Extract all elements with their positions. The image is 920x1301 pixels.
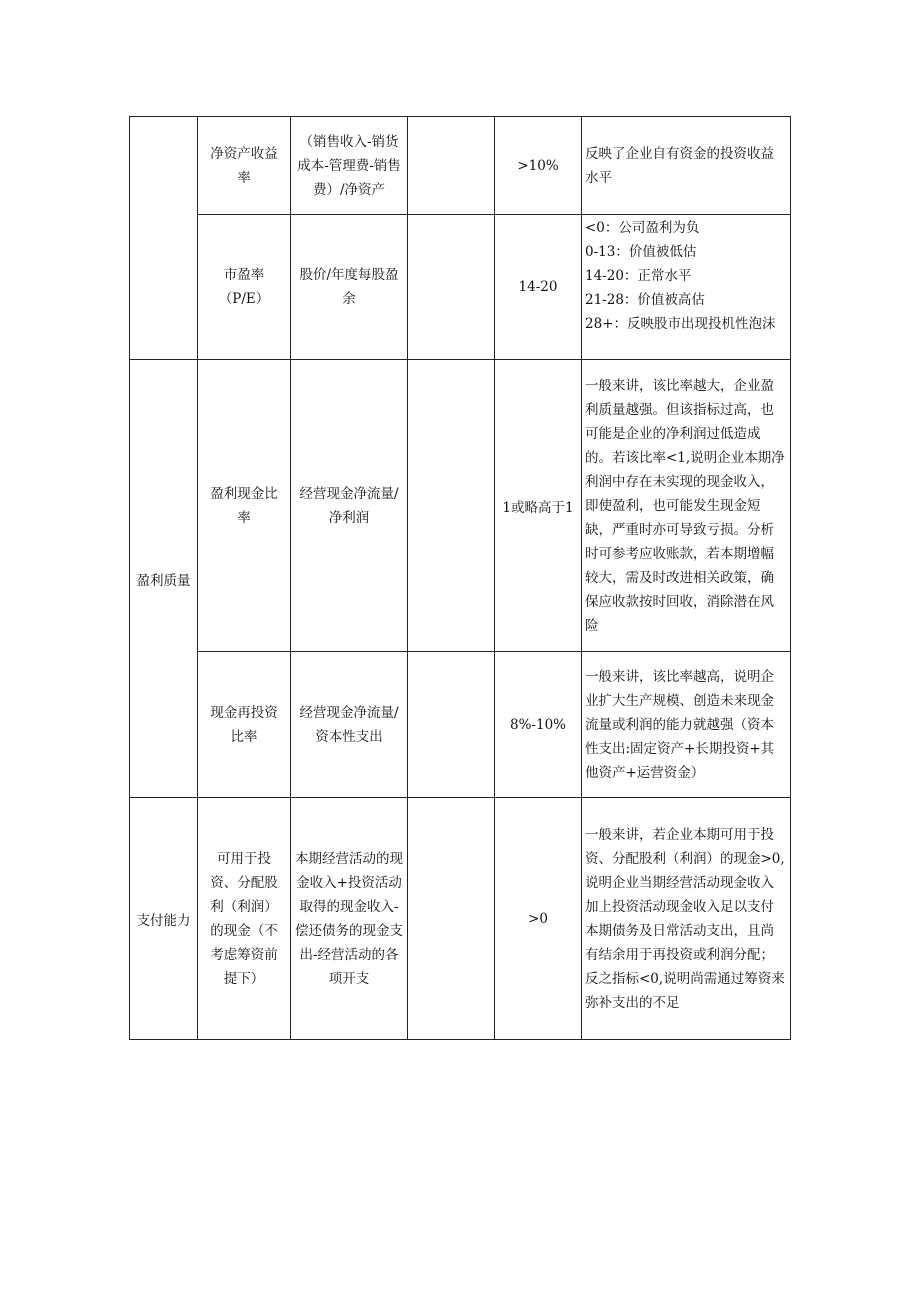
description-line: 14-20：正常水平 xyxy=(585,268,692,284)
indicator-cell: 市盈率（P/E） xyxy=(198,215,291,360)
formula-cell: 经营现金净流量/净利润 xyxy=(291,360,408,652)
indicator-cell: 盈利现金比率 xyxy=(198,360,291,652)
standard-cell: >0 xyxy=(495,798,582,1040)
description-cell xyxy=(582,215,791,360)
standard-cell: >10% xyxy=(495,117,582,215)
indicator-cell: 净资产收益率 xyxy=(198,117,291,215)
blank-cell xyxy=(408,798,495,1040)
formula-cell: （销售收入-销货成本-管理费-销售费）/净资产 xyxy=(291,117,408,215)
formula-cell: 股价/年度每股盈余 xyxy=(291,215,408,360)
table-row xyxy=(130,798,791,1040)
blank-cell xyxy=(408,360,495,652)
indicator-cell: 可用于投资、分配股利（利润）的现金（不考虑筹资前提下） xyxy=(198,798,291,1040)
description-line: <0：公司盈利为负 xyxy=(585,220,700,236)
category-cell: 盈利质量 xyxy=(130,360,198,798)
standard-cell: 14-20 xyxy=(495,215,582,360)
description-cell: 反映了企业自有资金的投资收益水平 xyxy=(582,117,791,215)
formula-cell: 本期经营活动的现金收入+投资活动取得的现金收入-偿还债务的现金支出-经营活动的各项开支 xyxy=(291,798,408,1040)
blank-cell xyxy=(408,117,495,215)
financial-indicators-table xyxy=(129,116,791,1040)
category-cell: 支付能力 xyxy=(130,798,198,1040)
blank-cell xyxy=(408,215,495,360)
category-cell-empty xyxy=(130,117,198,360)
description-cell: 一般来讲，该比率越高，说明企业扩大生产规模、创造未来现金流量或利润的能力就越强（资本性支出:固定资产+长期投资+其他资产+运营资金） xyxy=(582,652,791,798)
indicator-cell: 现金再投资比率 xyxy=(198,652,291,798)
description-line: 0-13：价值被低估 xyxy=(585,244,697,260)
table-row xyxy=(130,117,791,215)
standard-cell: 8%-10% xyxy=(495,652,582,798)
table-row xyxy=(130,215,791,360)
description-line: 28+：反映股市出现投机性泡沫 xyxy=(585,316,776,332)
description-cell: 一般来讲，该比率越大，企业盈利质量越强。但该指标过高，也可能是企业的净利润过低造成的。若该比率<1,说明企业本期净利润中存在未实现的现金收入，即使盈利，也可能发生现金短缺，严重时亦可导致亏损。分析时可参考应收账款，若本期增幅较大，需及时改进相关政策，确保应收款按时回收，消除潜在风险 xyxy=(582,360,791,652)
blank-cell xyxy=(408,652,495,798)
description-cell: 一般来讲，若企业本期可用于投资、分配股利（利润）的现金>0,说明企业当期经营活动现金收入加上投资活动现金收入足以支付本期债务及日常活动支出，且尚有结余用于再投资或利润分配；反之指标<0,说明尚需通过筹资来弥补支出的不足 xyxy=(582,798,791,1040)
table-row xyxy=(130,360,791,652)
description-line: 21-28：价值被高估 xyxy=(585,292,705,308)
table-row xyxy=(130,652,791,798)
standard-cell: 1或略高于1 xyxy=(495,360,582,652)
formula-cell: 经营现金净流量/资本性支出 xyxy=(291,652,408,798)
